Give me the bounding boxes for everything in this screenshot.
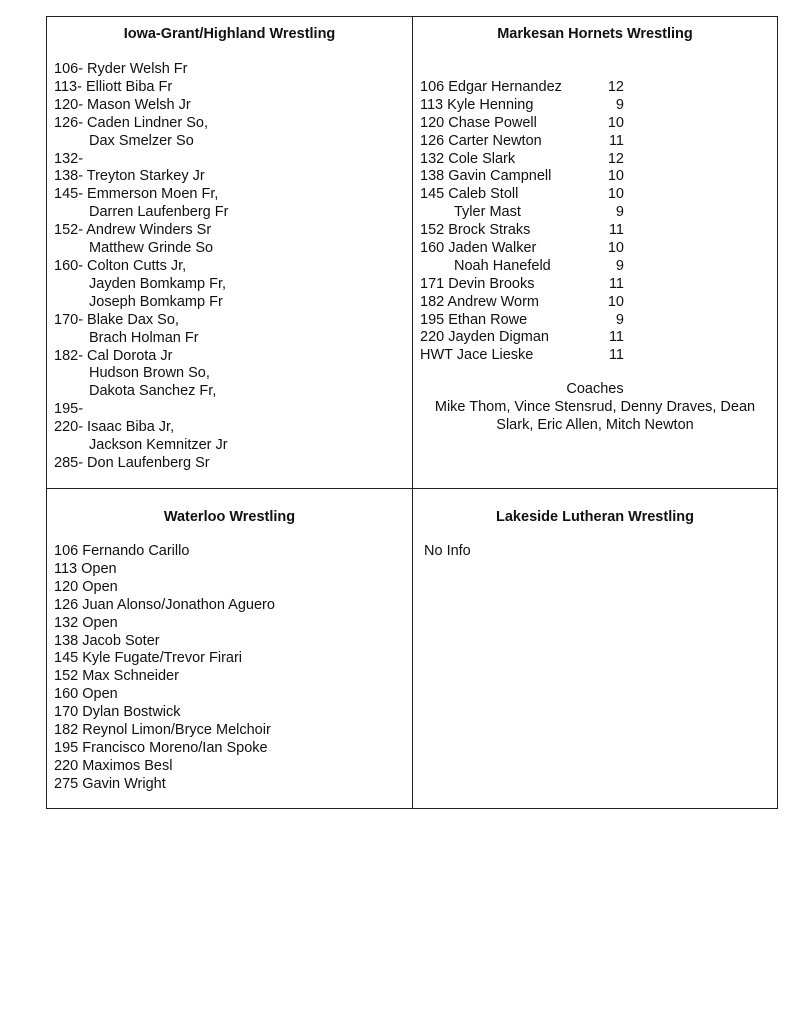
coaches-heading: Coaches <box>566 381 624 397</box>
roster-line: 220- Isaac Biba Jr, <box>54 419 175 436</box>
wrestler-name: 152 Brock Straks <box>420 222 531 239</box>
wrestler-name: 113 Kyle Henning <box>420 96 534 113</box>
roster-line: Dax Smelzer So <box>89 132 194 149</box>
roster-line: 275 Gavin Wright <box>54 775 166 792</box>
roster-row <box>420 168 720 186</box>
roster-line: 152 Max Schneider <box>54 668 179 685</box>
roster-line: 120 Open <box>54 578 118 595</box>
iowa-grant-title: Iowa-Grant/Highland Wrestling <box>123 26 336 42</box>
lakeside-info: No Info <box>424 543 471 559</box>
wrestler-grade: 9 <box>615 311 624 328</box>
coaches-block <box>413 381 777 435</box>
wrestler-name: 160 Jaden Walker <box>420 240 537 257</box>
wrestler-grade: 11 <box>608 347 624 364</box>
roster-line: 195- <box>54 401 84 418</box>
wrestler-name: 132 Cole Slark <box>420 150 516 167</box>
wrestler-name: 138 Gavin Campnell <box>420 168 552 185</box>
wrestler-grade: 11 <box>608 132 624 149</box>
wrestler-name: HWT Jace Lieske <box>420 347 534 364</box>
roster-line: 170- Blake Dax So, <box>54 311 179 328</box>
roster-row <box>420 222 720 240</box>
markesan-title: Markesan Hornets Wrestling <box>497 26 693 42</box>
roster-line: 126 Juan Alonso/Jonathon Aguero <box>54 596 275 613</box>
wrestler-name: Noah Hanefeld <box>454 257 551 274</box>
wrestler-name: 106 Edgar Hernandez <box>420 79 562 95</box>
roster-row <box>420 312 720 330</box>
roster-line: 160 Open <box>54 686 118 703</box>
wrestler-name: Tyler Mast <box>454 204 521 221</box>
wrestler-grade: 9 <box>615 257 624 274</box>
roster-line: Matthew Grinde So <box>89 240 214 257</box>
roster-row <box>420 186 720 204</box>
iowa-grant-cell <box>47 17 413 489</box>
roster-line: 132 Open <box>54 614 118 631</box>
roster-row <box>420 97 720 115</box>
wrestler-grade: 10 <box>607 114 624 131</box>
roster-row <box>420 329 720 347</box>
lakeside-cell <box>413 489 777 808</box>
wrestler-grade: 9 <box>615 96 624 113</box>
wrestler-grade: 12 <box>607 150 624 167</box>
wrestler-name: 182 Andrew Worm <box>420 293 540 310</box>
roster-row <box>420 204 720 222</box>
roster-line: 152- Andrew Winders Sr <box>54 222 212 239</box>
roster-line: 113 Open <box>54 560 117 577</box>
roster-row <box>420 79 720 97</box>
roster-line: 145 Kyle Fugate/Trevor Firari <box>54 650 243 667</box>
wrestler-name: 195 Ethan Rowe <box>420 311 528 328</box>
roster-row <box>420 347 720 365</box>
wrestler-grade: 11 <box>608 222 624 239</box>
waterloo-roster <box>54 543 275 794</box>
wrestler-grade: 12 <box>607 79 624 95</box>
wrestler-grade: 10 <box>607 168 624 185</box>
roster-line: Jayden Bomkamp Fr, <box>89 275 226 292</box>
waterloo-cell <box>47 489 413 808</box>
markesan-roster <box>420 79 720 365</box>
roster-row <box>420 294 720 312</box>
iowa-grant-roster <box>54 61 228 473</box>
roster-line: 113- Elliott Biba Fr <box>54 78 173 95</box>
roster-line: Brach Holman Fr <box>89 329 199 346</box>
wrestler-grade: 11 <box>608 329 624 346</box>
roster-line: 106- Ryder Welsh Fr <box>54 61 188 77</box>
wrestler-name: 145 Caleb Stoll <box>420 186 519 203</box>
markesan-cell <box>413 17 777 489</box>
roster-line: Dakota Sanchez Fr, <box>89 383 217 400</box>
wrestler-name: 220 Jayden Digman <box>420 329 549 346</box>
roster-line: 170 Dylan Bostwick <box>54 704 181 721</box>
wrestler-grade: 10 <box>607 293 624 310</box>
roster-line: 160- Colton Cutts Jr, <box>54 257 187 274</box>
roster-row <box>420 240 720 258</box>
roster-line: 138- Treyton Starkey Jr <box>54 168 205 185</box>
roster-line: 182 Reynol Limon/Bryce Melchoir <box>54 722 271 739</box>
roster-row <box>420 258 720 276</box>
wrestler-grade: 9 <box>615 204 624 221</box>
wrestler-grade: 10 <box>607 186 624 203</box>
roster-row <box>420 133 720 151</box>
roster-line: 126- Caden Lindner So, <box>54 114 208 131</box>
roster-line: Jackson Kemnitzer Jr <box>89 437 228 454</box>
roster-row <box>420 151 720 169</box>
roster-row <box>420 115 720 133</box>
roster-line: 195 Francisco Moreno/Ian Spoke <box>54 739 268 756</box>
wrestler-grade: 10 <box>607 240 624 257</box>
roster-line: Darren Laufenberg Fr <box>89 204 229 221</box>
wrestler-name: 126 Carter Newton <box>420 132 542 149</box>
roster-line: 132- <box>54 150 84 167</box>
roster-table <box>46 16 778 809</box>
wrestler-grade: 11 <box>608 275 624 292</box>
roster-line: 106 Fernando Carillo <box>54 543 190 559</box>
roster-line: 120- Mason Welsh Jr <box>54 96 191 113</box>
roster-line: 220 Maximos Besl <box>54 757 173 774</box>
roster-line: 138 Jacob Soter <box>54 632 160 649</box>
roster-row <box>420 276 720 294</box>
lakeside-title: Lakeside Lutheran Wrestling <box>496 509 694 525</box>
roster-line: 145- Emmerson Moen Fr, <box>54 186 219 203</box>
waterloo-title: Waterloo Wrestling <box>163 509 296 525</box>
roster-line: Joseph Bomkamp Fr <box>89 293 223 310</box>
roster-line: 285- Don Laufenberg Sr <box>54 454 210 471</box>
roster-line: 182- Cal Dorota Jr <box>54 347 173 364</box>
roster-line: Hudson Brown So, <box>89 365 210 382</box>
coaches-names: Mike Thom, Vince Stensrud, Denny Draves, Dean Slark, Eric Allen, Mitch Newton <box>434 398 756 433</box>
wrestler-name: 171 Devin Brooks <box>420 275 535 292</box>
wrestler-name: 120 Chase Powell <box>420 114 537 131</box>
